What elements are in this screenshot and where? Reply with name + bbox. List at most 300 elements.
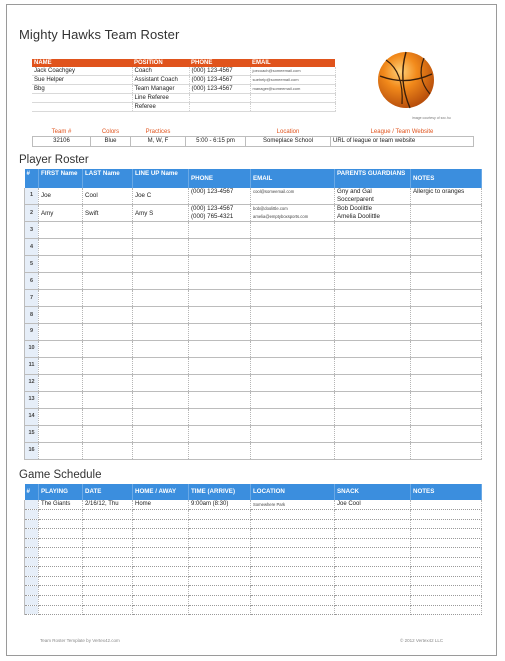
- schedule-cell: [189, 557, 251, 567]
- schedule-cell: [25, 500, 39, 510]
- roster-notes-cell: [411, 239, 482, 256]
- roster-lineup-cell: [133, 392, 189, 409]
- roster-lineup-cell: [133, 256, 189, 273]
- schedule-header-cell: LOCATION: [251, 484, 335, 500]
- roster-header-cell: #: [25, 169, 39, 188]
- roster-row: [25, 375, 482, 392]
- team-info-value: Blue: [91, 137, 131, 147]
- basketball-icon: [376, 50, 436, 110]
- row-number: 1: [25, 188, 39, 205]
- schedule-cell: [83, 605, 133, 615]
- roster-parents-cell: [335, 375, 411, 392]
- roster-lineup-cell: [133, 290, 189, 307]
- team-info-value: 32106: [33, 137, 91, 147]
- roster-last-cell: [83, 443, 133, 460]
- roster-notes-cell: [411, 443, 482, 460]
- schedule-cell: [83, 529, 133, 539]
- roster-last-cell: Swift: [83, 205, 133, 222]
- schedule-header-cell: PLAYING: [39, 484, 83, 500]
- roster-parents-cell: [335, 392, 411, 409]
- roster-parents-cell: Gny and Gal Soccerparent: [335, 188, 411, 205]
- roster-parents-cell: [335, 443, 411, 460]
- roster-last-cell: [83, 239, 133, 256]
- team-info-value: URL of league or team website: [331, 137, 474, 147]
- schedule-cell: [83, 576, 133, 586]
- roster-last-cell: [83, 392, 133, 409]
- roster-notes-cell: [411, 256, 482, 273]
- schedule-header-cell: DATE: [83, 484, 133, 500]
- roster-row: [25, 256, 482, 273]
- schedule-cell: [25, 557, 39, 567]
- roster-email-cell: [251, 273, 335, 290]
- roster-email-cell: [251, 222, 335, 239]
- roster-header-cell: FIRST Name: [39, 169, 83, 188]
- staff-cell: [189, 94, 250, 103]
- roster-lineup-cell: [133, 358, 189, 375]
- schedule-cell: Somewhere Park: [251, 500, 335, 510]
- roster-email-cell: [251, 375, 335, 392]
- roster-lineup-cell: [133, 273, 189, 290]
- roster-first-cell: [39, 222, 83, 239]
- schedule-cell: Home: [133, 500, 189, 510]
- row-number: 9: [25, 324, 39, 341]
- schedule-cell: [39, 576, 83, 586]
- roster-notes-cell: [411, 222, 482, 239]
- roster-lineup-cell: [133, 222, 189, 239]
- roster-lineup-cell: [133, 375, 189, 392]
- roster-title: Player Roster: [19, 154, 89, 166]
- schedule-cell: [189, 595, 251, 605]
- schedule-cell: [25, 595, 39, 605]
- schedule-row: [25, 519, 482, 529]
- roster-first-cell: Amy: [39, 205, 83, 222]
- schedule-header-cell: #: [25, 484, 39, 500]
- roster-first-cell: [39, 443, 83, 460]
- roster-parents-cell: [335, 290, 411, 307]
- staff-row: [32, 94, 335, 103]
- schedule-cell: [335, 586, 411, 596]
- roster-last-cell: [83, 358, 133, 375]
- schedule-cell: [83, 586, 133, 596]
- schedule-row: [25, 557, 482, 567]
- roster-notes-cell: [411, 375, 482, 392]
- staff-cell: Sue Helper: [32, 76, 132, 85]
- roster-row: [25, 341, 482, 358]
- roster-first-cell: [39, 392, 83, 409]
- staff-cell: Jack Coachgey: [32, 67, 132, 76]
- roster-phone-cell: [189, 409, 251, 426]
- schedule-cell: [411, 557, 482, 567]
- staff-cell: (000) 123-4567: [189, 67, 250, 76]
- roster-row: [25, 188, 482, 205]
- row-number: 15: [25, 426, 39, 443]
- roster-parents-cell: [335, 324, 411, 341]
- schedule-cell: [335, 529, 411, 539]
- schedule-cell: [25, 529, 39, 539]
- roster-phone-cell: [189, 290, 251, 307]
- roster-row: [25, 239, 482, 256]
- roster-parents-cell: [335, 409, 411, 426]
- schedule-cell: Joe Cool: [335, 500, 411, 510]
- roster-lineup-cell: Joe C: [133, 188, 189, 205]
- schedule-header-cell: NOTES: [411, 484, 482, 500]
- staff-cell: Assistant Coach: [132, 76, 189, 85]
- schedule-cell: [83, 519, 133, 529]
- schedule-cell: [251, 510, 335, 520]
- schedule-row: [25, 576, 482, 586]
- schedule-cell: [133, 595, 189, 605]
- row-number: 13: [25, 392, 39, 409]
- staff-row: [32, 103, 335, 112]
- staff-header-cell: EMAIL: [250, 59, 335, 67]
- schedule-row: [25, 586, 482, 596]
- roster-first-cell: [39, 256, 83, 273]
- roster-last-cell: [83, 307, 133, 324]
- staff-cell: (000) 123-4567: [189, 85, 250, 94]
- row-number: 12: [25, 375, 39, 392]
- schedule-cell: [189, 548, 251, 558]
- schedule-cell: [251, 567, 335, 577]
- roster-notes-cell: [411, 426, 482, 443]
- roster-parents-cell: [335, 358, 411, 375]
- row-number: 8: [25, 307, 39, 324]
- schedule-cell: [133, 510, 189, 520]
- roster-first-cell: [39, 426, 83, 443]
- roster-lineup-cell: [133, 307, 189, 324]
- roster-notes-cell: [411, 358, 482, 375]
- staff-cell: [250, 103, 335, 112]
- roster-lineup-cell: [133, 426, 189, 443]
- staff-cell: suehelp@someemail.com: [250, 76, 335, 85]
- team-info-label: Team #: [51, 129, 72, 135]
- schedule-cell: [39, 529, 83, 539]
- schedule-cell: [25, 567, 39, 577]
- schedule-cell: [251, 519, 335, 529]
- staff-header-cell: POSITION: [132, 59, 189, 67]
- roster-email-cell: [251, 290, 335, 307]
- staff-cell: manager@someemail.com: [250, 85, 335, 94]
- staff-table: [32, 59, 336, 112]
- roster-first-cell: Joe: [39, 188, 83, 205]
- schedule-cell: 2/16/12, Thu: [83, 500, 133, 510]
- team-info-label: League / Team Website: [370, 129, 434, 135]
- schedule-row: [25, 500, 482, 510]
- roster-row: [25, 324, 482, 341]
- staff-header-cell: PHONE: [189, 59, 250, 67]
- roster-parents-cell: [335, 222, 411, 239]
- schedule-row: [25, 567, 482, 577]
- roster-email-cell: [251, 239, 335, 256]
- row-number: 6: [25, 273, 39, 290]
- schedule-header-cell: TIME (ARRIVE): [189, 484, 251, 500]
- schedule-cell: [411, 595, 482, 605]
- roster-last-cell: [83, 222, 133, 239]
- roster-phone-cell: [189, 375, 251, 392]
- schedule-cell: [39, 548, 83, 558]
- schedule-cell: [411, 529, 482, 539]
- staff-cell: [32, 94, 132, 103]
- roster-parents-cell: [335, 426, 411, 443]
- roster-lineup-cell: [133, 239, 189, 256]
- roster-email-cell: [251, 392, 335, 409]
- schedule-cell: [189, 605, 251, 615]
- schedule-cell: [189, 567, 251, 577]
- roster-parents-cell: [335, 273, 411, 290]
- staff-cell: (000) 123-4567: [189, 76, 250, 85]
- schedule-row: [25, 595, 482, 605]
- roster-row: [25, 392, 482, 409]
- schedule-cell: [133, 529, 189, 539]
- roster-row: [25, 358, 482, 375]
- roster-last-cell: [83, 426, 133, 443]
- schedule-cell: [133, 586, 189, 596]
- staff-cell: Team Manager: [132, 85, 189, 94]
- roster-row: [25, 307, 482, 324]
- schedule-cell: [251, 538, 335, 548]
- roster-first-cell: [39, 375, 83, 392]
- player-roster-table: [24, 169, 482, 460]
- schedule-cell: [189, 538, 251, 548]
- schedule-cell: [251, 548, 335, 558]
- roster-row: [25, 443, 482, 460]
- schedule-cell: [411, 519, 482, 529]
- roster-lineup-cell: [133, 341, 189, 358]
- roster-notes-cell: [411, 307, 482, 324]
- schedule-cell: [25, 576, 39, 586]
- schedule-cell: 9:00am (8:30): [189, 500, 251, 510]
- schedule-cell: [251, 557, 335, 567]
- row-number: 2: [25, 205, 39, 222]
- roster-first-cell: [39, 307, 83, 324]
- roster-email-cell: [251, 341, 335, 358]
- team-info-value: M, W, F: [131, 137, 186, 147]
- roster-lineup-cell: Amy S: [133, 205, 189, 222]
- roster-email-cell: [251, 324, 335, 341]
- roster-last-cell: Cool: [83, 188, 133, 205]
- roster-first-cell: [39, 409, 83, 426]
- roster-parents-cell: [335, 341, 411, 358]
- team-info-label: Location: [276, 129, 300, 135]
- roster-email-cell: cool@someemail.com: [251, 188, 335, 205]
- staff-cell: Bbg: [32, 85, 132, 94]
- roster-last-cell: [83, 375, 133, 392]
- schedule-cell: [83, 595, 133, 605]
- roster-first-cell: [39, 239, 83, 256]
- roster-phone-cell: [189, 222, 251, 239]
- roster-first-cell: [39, 273, 83, 290]
- roster-row: [25, 290, 482, 307]
- schedule-cell: [39, 519, 83, 529]
- roster-header-cell: EMAIL: [251, 169, 335, 188]
- schedule-cell: [133, 557, 189, 567]
- roster-notes-cell: [411, 205, 482, 222]
- roster-phone-cell: [189, 392, 251, 409]
- schedule-cell: [133, 605, 189, 615]
- schedule-cell: [411, 586, 482, 596]
- staff-cell: Line Referee: [132, 94, 189, 103]
- schedule-cell: [251, 529, 335, 539]
- schedule-cell: [251, 595, 335, 605]
- roster-parents-cell: Bob Doolittle Amelia Doolittle: [335, 205, 411, 222]
- roster-phone-cell: [189, 307, 251, 324]
- schedule-cell: [189, 576, 251, 586]
- team-info-value: 5:00 - 6:15 pm: [186, 137, 246, 147]
- roster-phone-cell: [189, 443, 251, 460]
- roster-notes-cell: Allergic to oranges: [411, 188, 482, 205]
- footer-copyright: © 2012 Vertex42 LLC: [400, 638, 444, 643]
- roster-last-cell: [83, 341, 133, 358]
- roster-notes-cell: [411, 409, 482, 426]
- page-title: Mighty Hawks Team Roster: [19, 27, 180, 42]
- roster-email-cell: [251, 256, 335, 273]
- roster-phone-cell: (000) 123-4567 (000) 765-4321: [189, 205, 251, 222]
- schedule-row: [25, 605, 482, 615]
- schedule-cell: [189, 529, 251, 539]
- roster-parents-cell: [335, 256, 411, 273]
- schedule-cell: [189, 519, 251, 529]
- schedule-cell: [335, 519, 411, 529]
- row-number: 7: [25, 290, 39, 307]
- row-number: 16: [25, 443, 39, 460]
- roster-email-cell: [251, 307, 335, 324]
- roster-email-cell: [251, 426, 335, 443]
- schedule-cell: [83, 567, 133, 577]
- roster-last-cell: [83, 324, 133, 341]
- team-info-label: Practices: [145, 129, 171, 135]
- schedule-cell: [39, 510, 83, 520]
- roster-phone-cell: [189, 273, 251, 290]
- staff-row: [32, 85, 335, 94]
- schedule-cell: [133, 576, 189, 586]
- schedule-cell: [189, 510, 251, 520]
- roster-row: [25, 205, 482, 222]
- roster-notes-cell: [411, 341, 482, 358]
- staff-cell: [189, 103, 250, 112]
- team-info-label: Colors: [101, 129, 120, 135]
- schedule-cell: [335, 548, 411, 558]
- schedule-cell: [39, 605, 83, 615]
- row-number: 10: [25, 341, 39, 358]
- schedule-cell: [25, 519, 39, 529]
- staff-row: [32, 76, 335, 85]
- roster-first-cell: [39, 358, 83, 375]
- roster-email-cell: [251, 443, 335, 460]
- schedule-cell: [133, 548, 189, 558]
- schedule-cell: [411, 510, 482, 520]
- roster-phone-cell: [189, 256, 251, 273]
- schedule-cell: [335, 576, 411, 586]
- schedule-cell: [189, 586, 251, 596]
- team-info-table: [32, 128, 474, 147]
- roster-header-cell: LINE UP Name: [133, 169, 189, 188]
- schedule-cell: [25, 548, 39, 558]
- schedule-cell: [411, 500, 482, 510]
- schedule-cell: [251, 605, 335, 615]
- game-schedule-table: [24, 484, 482, 615]
- roster-phone-cell: [189, 239, 251, 256]
- staff-cell: [250, 94, 335, 103]
- schedule-cell: [411, 567, 482, 577]
- roster-phone-cell: [189, 358, 251, 375]
- schedule-cell: [133, 567, 189, 577]
- schedule-cell: [335, 510, 411, 520]
- roster-row: [25, 222, 482, 239]
- schedule-cell: [39, 595, 83, 605]
- schedule-cell: [335, 557, 411, 567]
- row-number: 3: [25, 222, 39, 239]
- schedule-title: Game Schedule: [19, 469, 102, 481]
- schedule-cell: [335, 595, 411, 605]
- schedule-cell: [133, 519, 189, 529]
- roster-lineup-cell: [133, 324, 189, 341]
- roster-phone-cell: [189, 341, 251, 358]
- roster-last-cell: [83, 273, 133, 290]
- roster-row: [25, 426, 482, 443]
- schedule-cell: [39, 567, 83, 577]
- staff-cell: Coach: [132, 67, 189, 76]
- staff-header-cell: NAME: [32, 59, 132, 67]
- schedule-cell: [83, 548, 133, 558]
- roster-header-cell: NOTES: [411, 169, 482, 188]
- roster-phone-cell: (000) 123-4567: [189, 188, 251, 205]
- staff-cell: joecoach@someemail.com: [250, 67, 335, 76]
- roster-notes-cell: [411, 290, 482, 307]
- schedule-cell: [39, 538, 83, 548]
- row-number: 14: [25, 409, 39, 426]
- schedule-cell: [411, 576, 482, 586]
- schedule-header-cell: SNACK: [335, 484, 411, 500]
- schedule-cell: [39, 586, 83, 596]
- roster-email-cell: [251, 409, 335, 426]
- roster-header-cell: PARENTS GUARDIANS: [335, 169, 411, 188]
- schedule-cell: [83, 538, 133, 548]
- row-number: 5: [25, 256, 39, 273]
- team-info-value: Someplace School: [246, 137, 331, 147]
- roster-parents-cell: [335, 307, 411, 324]
- roster-notes-cell: [411, 324, 482, 341]
- schedule-cell: [411, 538, 482, 548]
- roster-lineup-cell: [133, 443, 189, 460]
- image-credit: image courtesy of sxc.hu: [412, 116, 451, 120]
- roster-email-cell: [251, 358, 335, 375]
- schedule-cell: [335, 605, 411, 615]
- schedule-cell: [251, 586, 335, 596]
- roster-first-cell: [39, 290, 83, 307]
- schedule-row: [25, 538, 482, 548]
- roster-last-cell: [83, 256, 133, 273]
- schedule-cell: [83, 510, 133, 520]
- schedule-cell: [83, 557, 133, 567]
- roster-email-cell: bob@doolittle.com amelia@emptyboxsports.com: [251, 205, 335, 222]
- schedule-row: [25, 529, 482, 539]
- roster-notes-cell: [411, 273, 482, 290]
- row-number: 4: [25, 239, 39, 256]
- schedule-cell: [25, 538, 39, 548]
- roster-header-cell: PHONE: [189, 169, 251, 188]
- schedule-cell: [335, 538, 411, 548]
- roster-header-cell: LAST Name: [83, 169, 133, 188]
- roster-row: [25, 273, 482, 290]
- schedule-cell: [39, 557, 83, 567]
- schedule-row: [25, 510, 482, 520]
- schedule-cell: [25, 510, 39, 520]
- schedule-cell: The Giants: [39, 500, 83, 510]
- roster-parents-cell: [335, 239, 411, 256]
- roster-last-cell: [83, 409, 133, 426]
- team-info-label: [186, 128, 246, 137]
- roster-first-cell: [39, 341, 83, 358]
- schedule-cell: [251, 576, 335, 586]
